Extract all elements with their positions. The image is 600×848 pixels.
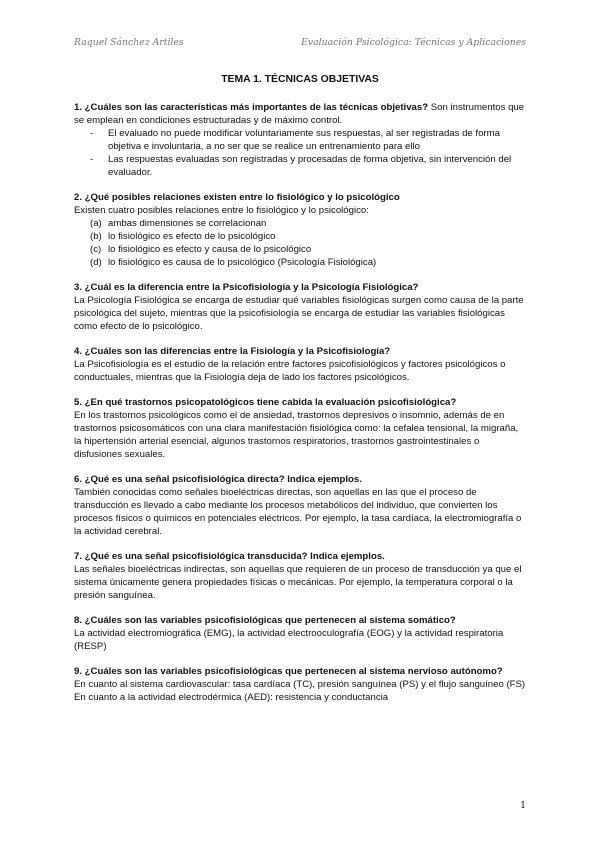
question-heading: 6. ¿Qué es una señal psicofisiológica directa? Indica ejemplos. (74, 474, 362, 485)
question-heading: 8. ¿Cuáles son las variables psicofisiológicas que pertenecen al sistema somático? (74, 615, 456, 626)
bullet-item: - El evaluado no puede modificar voluntariamente sus respuestas, al ser registradas de forma objetiva e involuntaria, a no ser que se realice un entrenamiento para ello (108, 127, 526, 153)
list-marker: (c) (90, 244, 102, 255)
question-3 (74, 281, 526, 333)
answer-text: La Psicofisiología es el estudio de la relación entre factores psicofisiológicos y factores psicológicos o conductuales, mientras que la Fisiología deja de lado los factores psicológicos. (74, 359, 506, 383)
question-5 (74, 396, 526, 461)
answer-text: La Psicología Fisiológica se encarga de estudiar qué variables fisiológicas surgen como causa de la parte psicológica del sujeto, mientras que la psicofisiología se encarga de estudiar las variables fisiológicas como efecto de lo psicológico. (74, 295, 524, 332)
document-body (74, 101, 526, 716)
page-header (74, 37, 526, 51)
header-author: Raquel Sánchez Artiles (74, 37, 184, 48)
answer-text-continued: En cuanto a la actividad electrodérmica (AED): resistencia y conductancia (74, 692, 389, 703)
list-marker: (d) (90, 257, 102, 268)
list-item (90, 217, 526, 230)
list-item-text: lo fisiológico es efecto y causa de lo psicológico (108, 244, 312, 255)
lettered-list (74, 217, 526, 269)
page-number: 1 (520, 800, 526, 811)
question-heading: 9. ¿Cuáles son las variables psicofisiológicas que pertenecen al sistema nervioso autónomo? (74, 666, 503, 677)
question-6 (74, 473, 526, 538)
answer-text: En cuanto al sistema cardiovascular: tasa cardíaca (TC), presión sanguínea (PS) y el flujo sanguíneo (FS) (74, 679, 526, 690)
question-8 (74, 614, 526, 653)
list-item-text: lo fisiológico es causa de lo psicológico (Psicología Fisiológica) (108, 257, 377, 268)
question-heading: 5. ¿En qué trastornos psicopatológicos tiene cabida la evaluación psicofisiológica? (74, 397, 457, 408)
answer-text: La actividad electromiográfica (EMG), la actividad electrooculografía (EOG) y la actividad respiratoria (RESP) (74, 628, 504, 652)
list-item-text: lo fisiológico es efecto de lo psicológico (108, 231, 276, 242)
list-item-text: ambas dimensiones se correlacionan (108, 218, 267, 229)
question-heading: 1. ¿Cuáles son las características más importantes de las técnicas objetivas? (74, 102, 429, 113)
list-marker: (a) (90, 218, 102, 229)
bullet-list (74, 127, 526, 179)
question-heading: 7. ¿Qué es una señal psicofisiológica transducida? Indica ejemplos. (74, 551, 385, 562)
header-course-title: Evaluación Psicológica: Técnicas y Aplicaciones (301, 37, 526, 48)
answer-text: Existen cuatro posibles relaciones entre lo fisiológico y lo psicológico: (74, 205, 369, 216)
answer-text: Las señales bioeléctricas indirectas, son aquellas que requieren de un proceso de transducción ya que el sistema únicamente genera propiedades físicas o mecánicas. Por ejemplo, la temperatura corporal o la presión sanguínea. (74, 564, 522, 601)
question-heading: 4. ¿Cuáles son las diferencias entre la Fisiología y la Psicofisiología? (74, 346, 391, 357)
answer-text: Son instrumentos que se emplean en condiciones estructuradas y de máximo control. (74, 102, 525, 126)
question-4 (74, 345, 526, 384)
answer-text: También conocidas como señales bioeléctricas directas, son aquellas en las que el proceso de transducción es llevado a cabo mediante los procesos metabólicos del individuo, que convierten los procesos físicos o químicos en potenciales eléctricos. Por ejemplo, la tasa cardíaca, la electromiografía o la actividad cerebral. (74, 487, 522, 537)
bullet-item: - Las respuestas evaluadas son registradas y procesadas de forma objetiva, sin intervención del evaluador. (108, 153, 526, 179)
question-heading: 3. ¿Cuál es la diferencia entre la Psicofisiología y la Psicología Fisiológica? (74, 282, 419, 293)
question-heading: 2. ¿Qué posibles relaciones existen entre lo fisiológico y lo psicológico (74, 192, 400, 203)
question-9 (74, 665, 526, 704)
list-item (90, 243, 526, 256)
document-title: TEMA 1. TÉCNICAS OBJETIVAS (221, 74, 379, 85)
list-item (90, 256, 526, 269)
question-1 (74, 101, 526, 179)
question-7 (74, 550, 526, 602)
list-item (90, 230, 526, 243)
answer-text: En los trastornos psicológicos como el de ansiedad, trastornos depresivos o insomnio, además de en trastornos psicosomáticos con una clara manifestación fisiológica como: la cefalea tensional, la migraña, la hipertensión arterial esencial, algunos trastornos respiratorios, trastornos gastrointestinales o disfusiones sexuales. (74, 410, 519, 460)
question-2 (74, 191, 526, 269)
list-marker: (b) (90, 231, 102, 242)
